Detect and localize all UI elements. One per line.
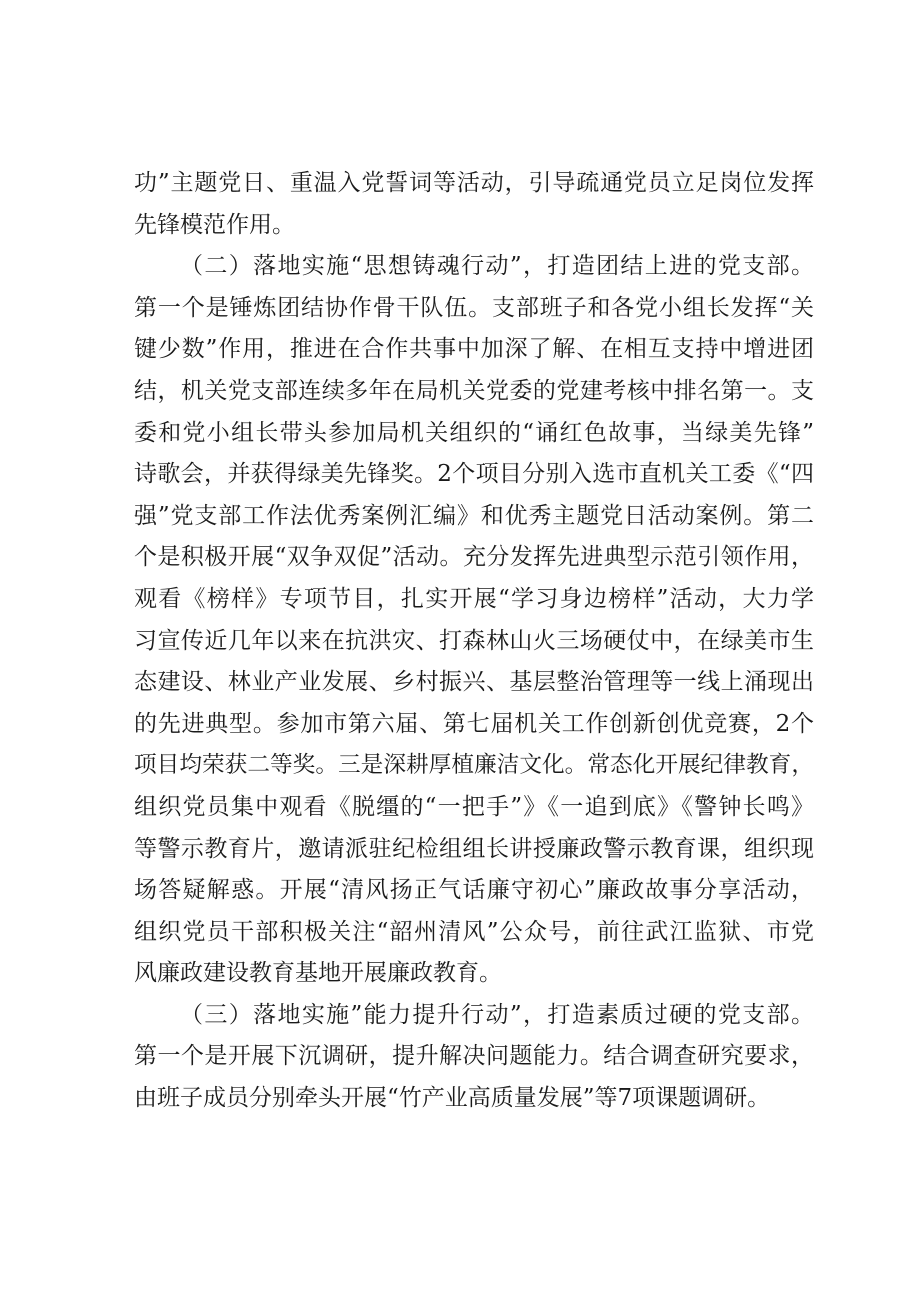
text-line: 个是积极开展“双争双促”活动。充分发挥先进典型示范引领作用， [134, 544, 814, 571]
text-line: 组织党员干部积极关注“韶州清风”公众号，前往武江监狱、市党 [134, 918, 814, 945]
text-line: 键少数”作用，推进在合作共事中加深了解、在相互支持中增进团 [134, 336, 814, 363]
text-line: 委和党小组长带头参加局机关组织的“诵红色故事，当绿美先锋” [134, 419, 814, 446]
text-line: 功”主题党日、重温入党誓词等活动，引导疏通党员立足岗位发挥 [134, 170, 814, 196]
text-line: 由班子成员分别牵头开展“竹产业高质量发展”等7项课题调研。 [134, 1085, 771, 1112]
text-line: 先锋模范作用。 [134, 211, 295, 238]
text-line: 第一个是锤炼团结协作骨干队伍。支部班子和各党小组长发挥“关 [134, 294, 814, 321]
text-line: 第一个是开展下沉调研，提升解决问题能力。结合调查研究要求， [134, 1043, 814, 1070]
text-line: 的先进典型。参加市第六届、第七届机关工作创新创优竞赛，2个 [134, 710, 814, 737]
text-line: 态建设、林业产业发展、乡村振兴、基层整治管理等一线上涌现出 [134, 669, 814, 696]
text-line: 观看《榜样》专项节目，扎实开展“学习身边榜样”活动，大力学 [134, 585, 814, 612]
text-line: 诗歌会，并获得绿美先锋奖。2个项目分别入选市直机关工委《“四 [134, 461, 814, 488]
section-heading: （三）落地实施”能力提升行动”，打造素质过硬的党支部。 [180, 1001, 814, 1028]
text-line: 结，机关党支部连续多年在局机关党委的党建考核中排名第一。支 [134, 377, 814, 404]
text-line: 组织党员集中观看《脱缰的“一把手”》《一追到底》《警钟长鸣》 [134, 793, 814, 820]
text-line: 风廉政建设教育基地开展廉政教育。 [134, 960, 502, 987]
text-line: 等警示教育片，邀请派驻纪检组组长讲授廉政警示教育课，组织现 [134, 835, 814, 862]
text-line: 强”党支部工作法优秀案例汇编》和优秀主题党日活动案例。第二 [134, 502, 814, 529]
text-line: 项目均荣获二等奖。三是深耕厚植廉洁文化。常态化开展纪律教育， [134, 752, 814, 779]
body-text [134, 163, 814, 1120]
text-line: 场答疑解惑。开展“清风扬正气话廉守初心”廉政故事分享活动， [134, 877, 814, 904]
text-line: 习宣传近几年以来在抗洪灾、打森林山火三场硬仗中，在绿美市生 [134, 627, 814, 654]
section-heading: （二）落地实施“思想铸魂行动”，打造团结上进的党支部。 [180, 253, 814, 280]
